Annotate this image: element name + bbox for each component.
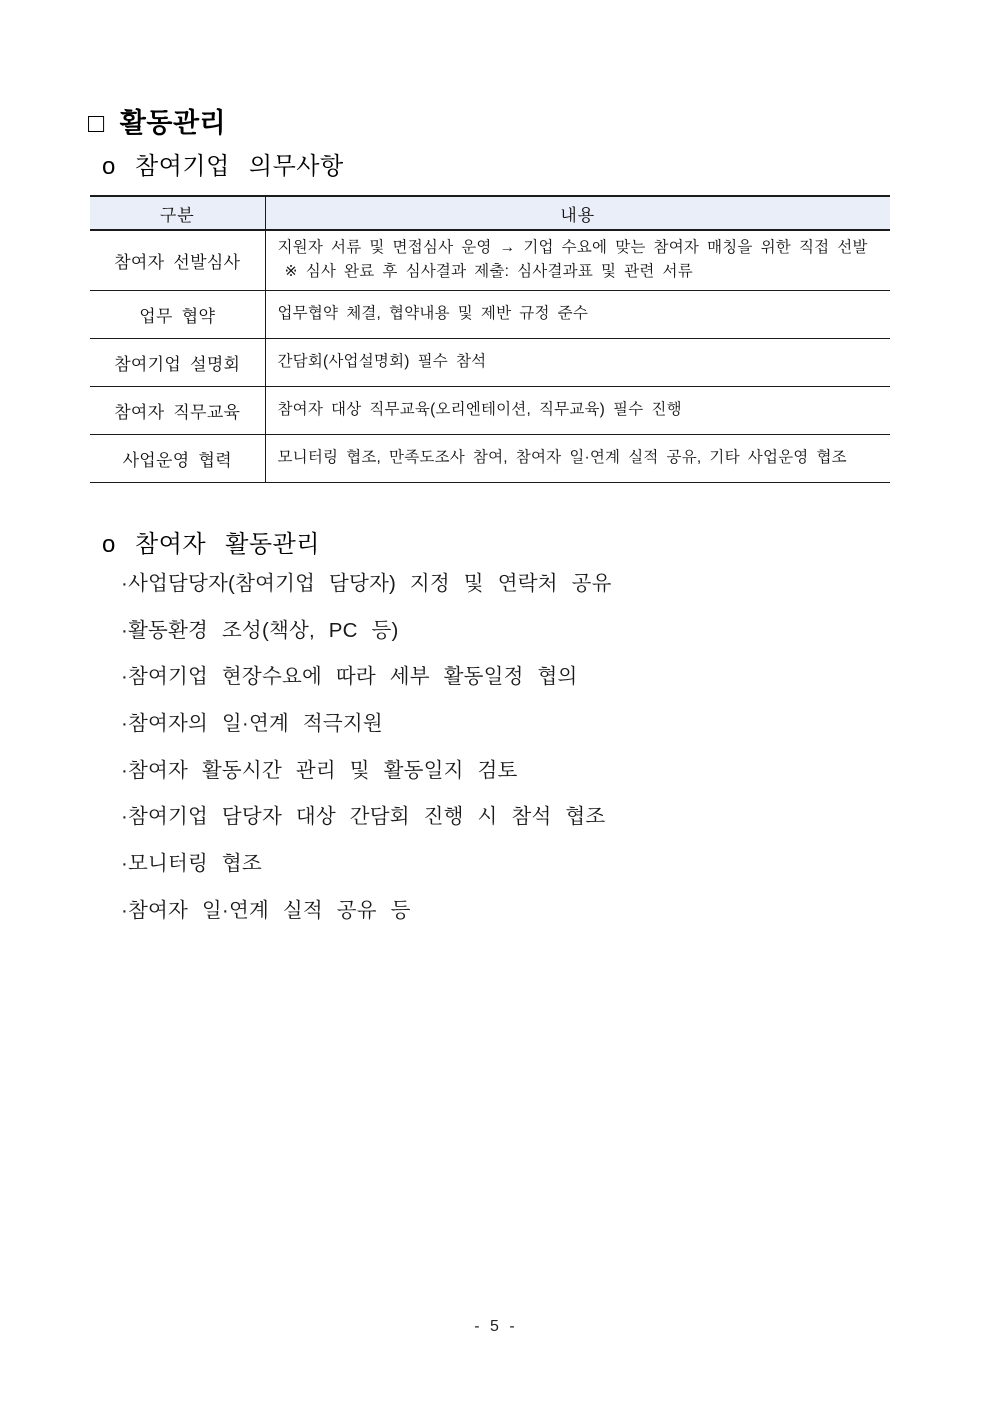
- table-header-row: [90, 196, 890, 230]
- page-number: - 5 -: [474, 1318, 518, 1335]
- activity-bullet-list: [121, 561, 612, 935]
- section-heading-obligations: o 참여기업 의무사항: [102, 153, 344, 180]
- bullet-item: ·모니터링 협조: [121, 852, 262, 876]
- bullet-item: ·사업담당자(참여기업 담당자) 지정 및 연락처 공유: [121, 572, 612, 595]
- content-line: 모니터링 협조, 만족도조사 참여, 참여자 일·연계 실적 공유, 기타 사업운영 협조: [277, 448, 847, 466]
- section-heading-activity: o 참여자 활동관리: [102, 531, 320, 558]
- content-line: ※ 심사 완료 후 심사결과 제출: 심사결과표 및 관련 서류: [284, 263, 693, 281]
- row-label: 참여기업 설명회: [90, 338, 265, 386]
- bullet-item: ·참여자의 일·연계 적극지원: [121, 712, 383, 736]
- bullet-item: ·활동환경 조성(책상, PC 등): [121, 618, 399, 642]
- bullet-item: ·참여자 활동시간 관리 및 활동일지 검토: [121, 758, 518, 782]
- page-title: □ 활동관리: [88, 108, 227, 138]
- content-line: 지원자 서류 및 면접심사 운영 → 기업 수요에 맞는 참여자 매칭을 위한 직접 선발: [277, 239, 868, 257]
- row-label: 참여자 직무교육: [90, 386, 265, 434]
- column-header-content: 내용: [265, 196, 890, 230]
- row-content: [265, 386, 890, 434]
- row-content: [265, 230, 890, 290]
- row-label: 참여자 선발심사: [90, 230, 265, 290]
- table-row: [90, 386, 890, 434]
- bullet-item: ·참여자 일·연계 실적 공유 등: [121, 898, 411, 922]
- content-line: 참여자 대상 직무교육(오리엔테이션, 직무교육) 필수 진행: [277, 400, 682, 418]
- content-line: 업무협약 체결, 협약내용 및 제반 규정 준수: [277, 304, 588, 322]
- obligations-table: [90, 195, 890, 483]
- table-row: [90, 230, 890, 290]
- table-row: [90, 290, 890, 338]
- bullet-item: ·참여기업 현장수요에 따라 세부 활동일정 협의: [121, 665, 578, 689]
- row-label: 업무 협약: [90, 290, 265, 338]
- row-content: [265, 434, 890, 482]
- content-line: 간담회(사업설명회) 필수 참석: [277, 352, 487, 370]
- table-row: [90, 338, 890, 386]
- row-content: [265, 290, 890, 338]
- column-header-category: 구분: [90, 196, 265, 230]
- row-label: 사업운영 협력: [90, 434, 265, 482]
- row-content: [265, 338, 890, 386]
- bullet-item: ·참여기업 담당자 대상 간담회 진행 시 참석 협조: [121, 805, 606, 829]
- table-row: [90, 434, 890, 482]
